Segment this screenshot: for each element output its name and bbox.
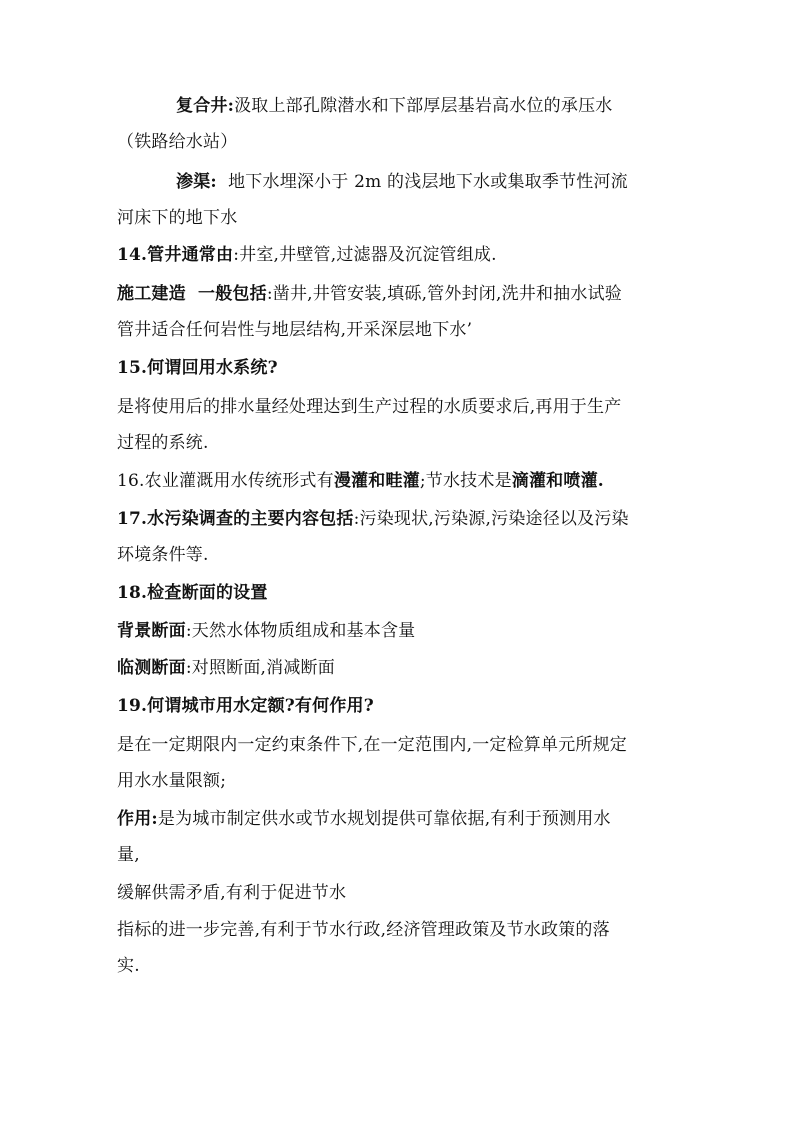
q19-role-label: 作用: (117, 809, 158, 829)
q14-title: 14.管井通常由 (117, 245, 234, 265)
q19-role-text: 是为城市制定供水或节水规划提供可靠依据,有利于预测用水 (157, 809, 611, 829)
q19-role-cont: 量, (117, 845, 140, 865)
q19-line-c: 实. (117, 956, 140, 976)
q16-line (117, 469, 687, 493)
fuhejing-term: 复合井: (176, 96, 235, 116)
q17-title: 17.水污染调查的主要内容包括 (117, 509, 354, 529)
q17-line (117, 507, 687, 531)
q14-construct-line (117, 282, 687, 306)
q15-answer-2: 过程的系统. (117, 433, 209, 453)
q14-text: :井室,井壁管,过滤器及沉淀管组成. (233, 245, 497, 265)
q18-lc-text: :对照断面,消减断面 (185, 658, 335, 678)
q19-line-b: 指标的进一步完善,有利于节水行政,经济管理政策及节水政策的落 (117, 920, 610, 940)
shenqu-line (176, 170, 746, 194)
q19-title: 19.何谓城市用水定额?有何作用? (117, 696, 374, 716)
q19-answer-2: 用水水量限额; (117, 771, 227, 791)
shenqu-desc: 地下水埋深小于 2m 的浅层地下水或集取季节性河流 (216, 172, 628, 192)
q18-bg-line (117, 619, 687, 643)
q14-construct-label: 施工建造 一般包括 (117, 284, 267, 304)
q14-construct-text: :凿井,井管安装,填砾,管外封闭,洗井和抽水试验 (266, 284, 622, 304)
fuhejing-cont: （铁路给水站） (117, 132, 238, 152)
q15-title: 15.何谓回用水系统? (117, 358, 278, 378)
q18-bg-label: 背景断面 (117, 621, 186, 641)
q16-prefix: 16.农业灌溉用水传统形式有 (117, 471, 334, 491)
q19-line-a: 缓解供需矛盾,有利于促进节水 (117, 883, 347, 903)
fuhejing-desc: 汲取上部孔隙潜水和下部厚层基岩高水位的承压水 (234, 96, 613, 116)
q17-text: :污染现状,污染源,污染途径以及污染 (353, 509, 629, 529)
q14-suit: 管井适合任何岩性与地层结构,开采深层地下水’ (117, 320, 473, 340)
q18-lc-line (117, 656, 687, 680)
q14-line (117, 243, 687, 267)
q18-bg-text: :天然水体物质组成和基本含量 (185, 621, 416, 641)
q16-mid: ;节水技术是 (419, 471, 512, 491)
q18-title: 18.检查断面的设置 (117, 583, 268, 603)
shenqu-term: 渗渠: (176, 172, 217, 192)
shenqu-cont: 河床下的地下水 (117, 208, 238, 228)
q17-cont: 环境条件等. (117, 545, 209, 565)
fuhejing-line (176, 94, 746, 118)
q19-answer-1: 是在一定期限内一定约束条件下,在一定范围内,一定检算单元所规定 (117, 735, 628, 755)
q19-role-line (117, 807, 687, 831)
q18-lc-label: 临测断面 (117, 658, 186, 678)
q15-answer-1: 是将使用后的排水量经处理达到生产过程的水质要求后,再用于生产 (117, 397, 622, 417)
q16-save: 滴灌和喷灌. (511, 471, 604, 491)
q16-trad: 漫灌和畦灌 (333, 471, 420, 491)
